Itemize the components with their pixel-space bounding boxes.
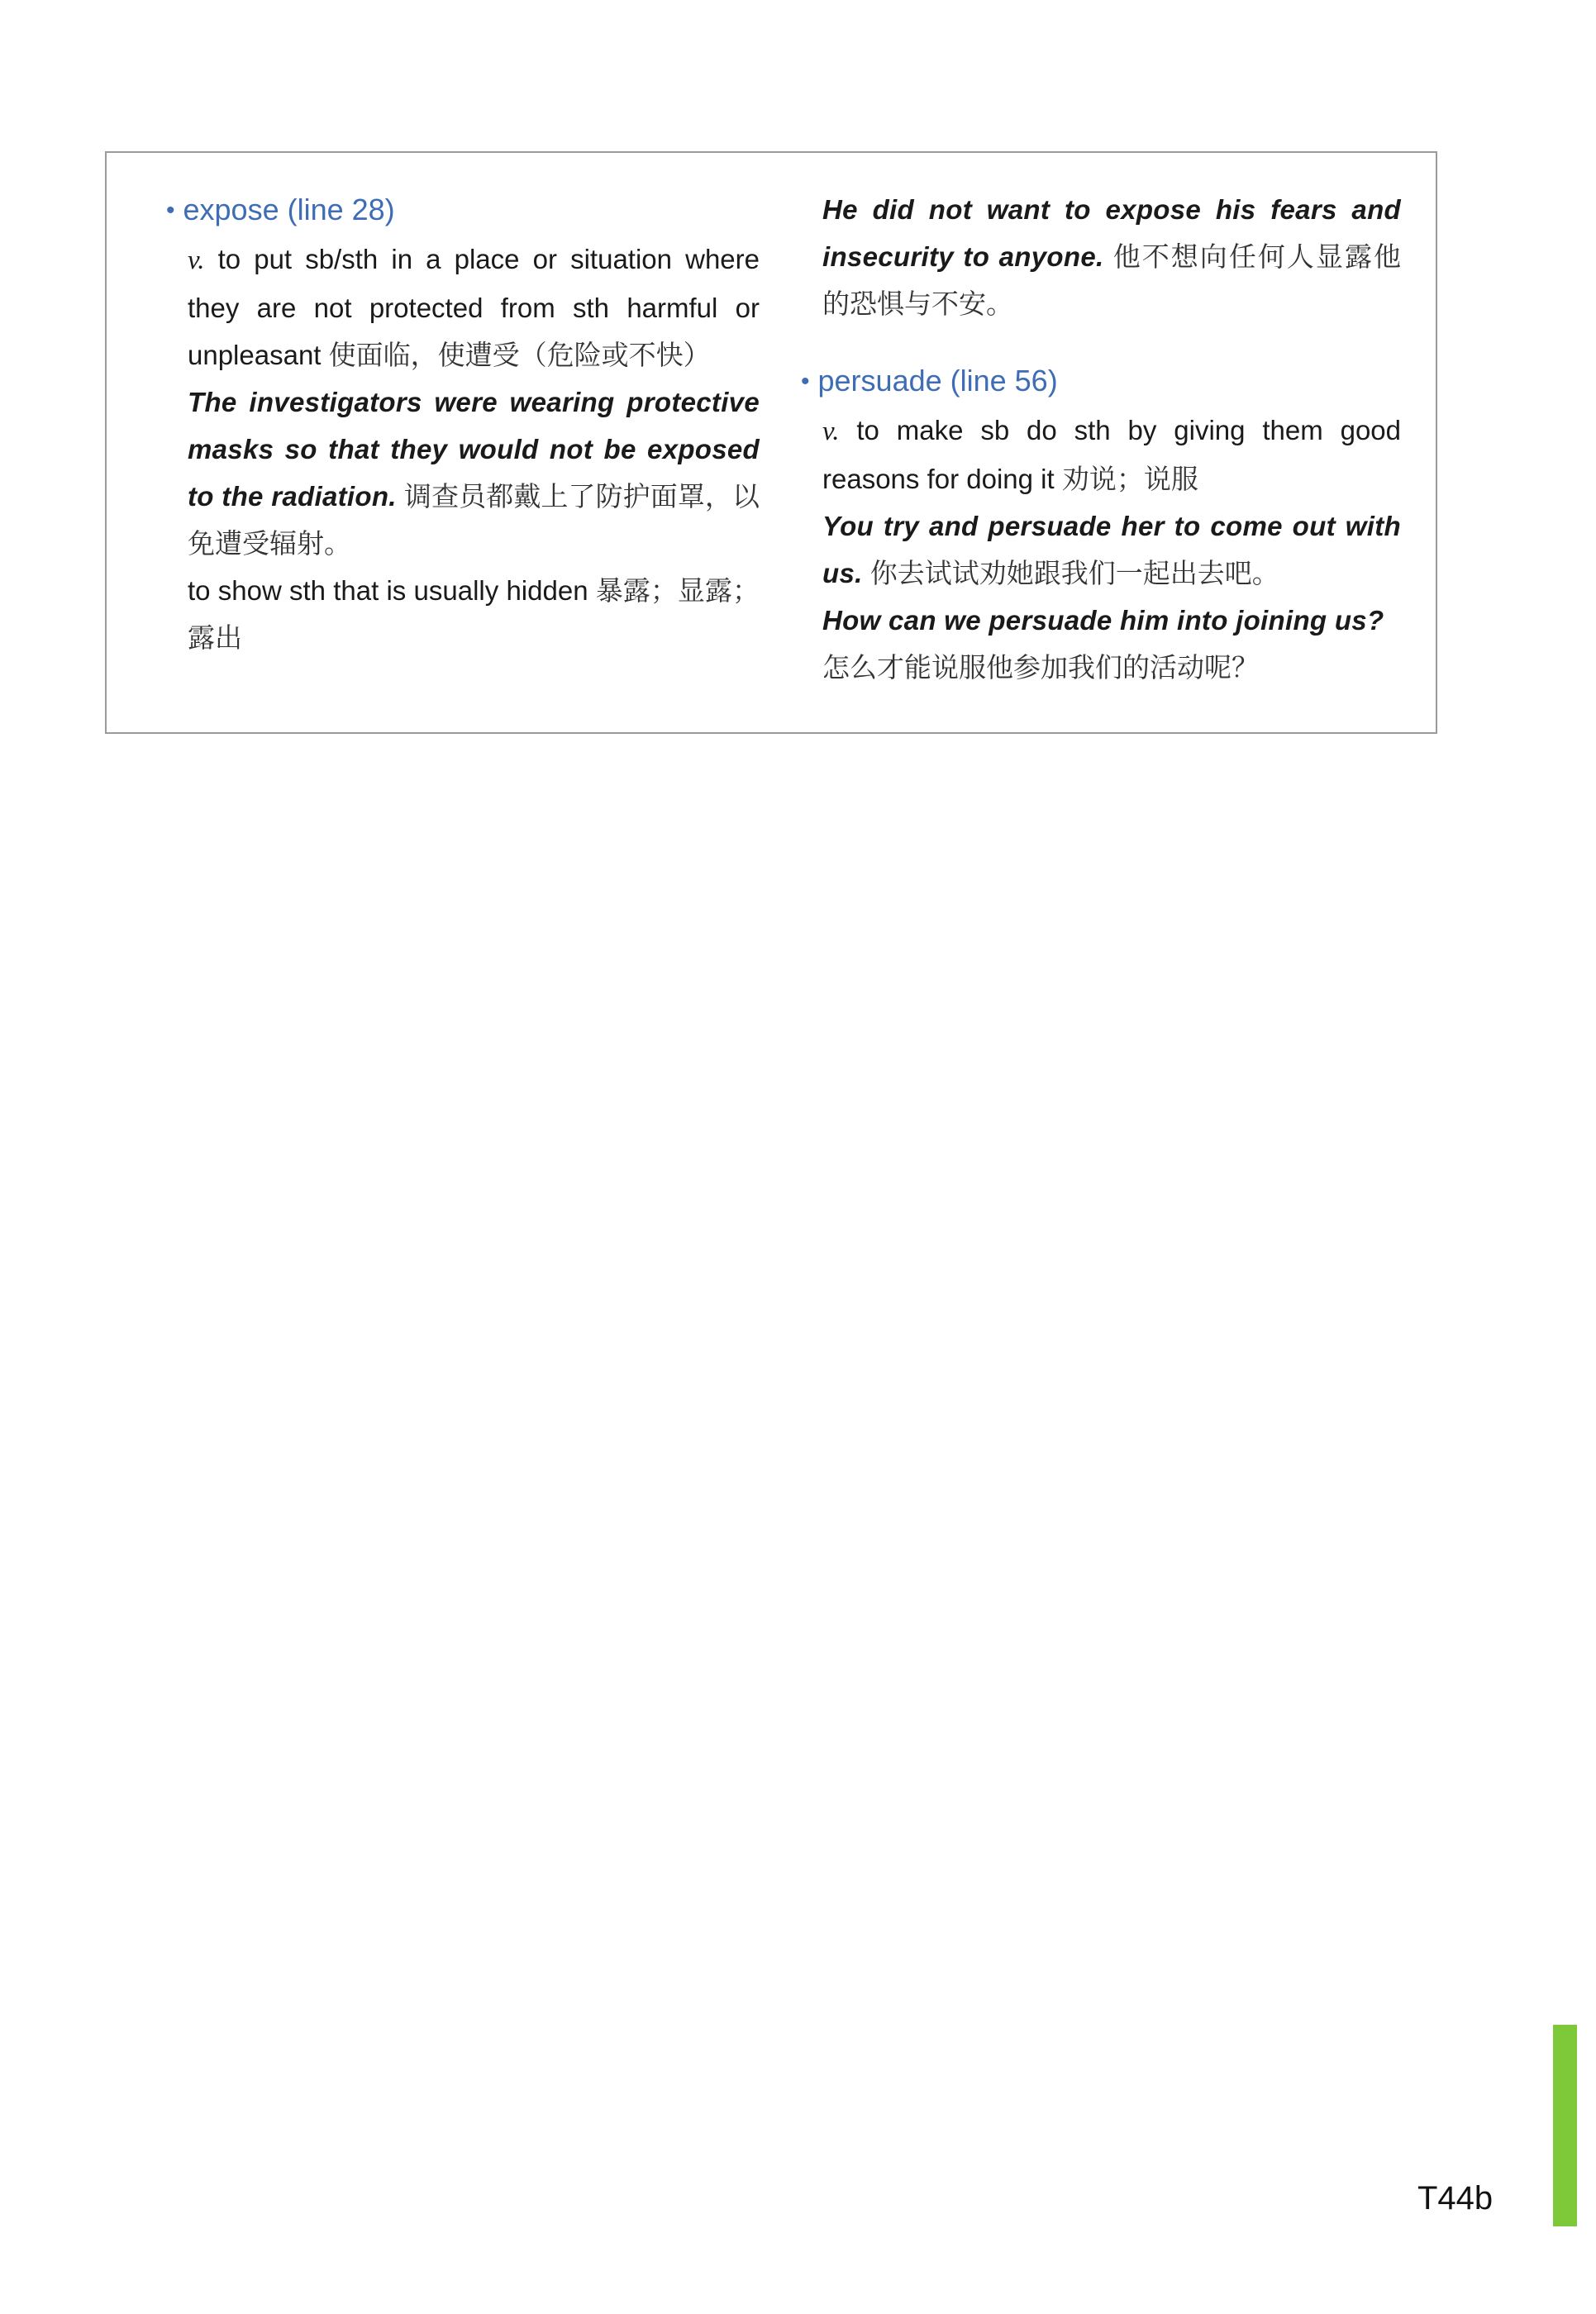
vocabulary-column-right: [801, 186, 1402, 691]
definition-translation: 暴露；显露；露出: [188, 574, 760, 654]
part-of-speech: v.: [188, 245, 205, 275]
example-2: [822, 597, 1401, 644]
example-translation: 他不想向任何人显露他的恐惧与不安。: [822, 240, 1402, 320]
example-sentence: The investigators were wearing protective masks so that they would not be exposed to the radiation.: [188, 387, 760, 512]
headword-label: expose (line 28): [183, 193, 395, 226]
example-translation: 怎么才能说服他参加我们的活动呢？: [822, 651, 1259, 683]
headword-label: persuade (line 56): [817, 364, 1058, 398]
page-number: T44b: [1417, 2180, 1494, 2216]
example-sentence: How can we persuade him into joining us?: [822, 605, 1384, 636]
definition-translation: 使面临，使遭受（危险或不快）: [328, 339, 711, 371]
definition-1: [822, 407, 1401, 502]
definition-text: to make sb do sth by giving them good reasons for doing it: [822, 415, 1402, 494]
chapter-tab-marker: [1553, 2025, 1577, 2226]
part-of-speech: v.: [822, 417, 840, 446]
headword-expose: [166, 186, 760, 236]
bullet-icon: •: [166, 197, 175, 224]
bullet-icon: •: [801, 368, 810, 395]
example-2-translation-line: [822, 644, 1401, 691]
entry-spacer: [822, 327, 1401, 357]
definition-text: to put sb/sth in a place or situation where they are not protected from sth harmful or unpleasant: [188, 244, 760, 370]
definition-1: [188, 236, 760, 379]
headword-persuade: [801, 357, 1401, 407]
vocab-entry-expose: [166, 186, 760, 661]
vocab-entry-persuade: [801, 357, 1402, 691]
definition-translation: 劝说；说服: [1061, 463, 1198, 495]
example-1: [188, 379, 760, 567]
example-1: [822, 502, 1401, 597]
example-sentence: You try and persuade her to come out with us.: [822, 511, 1401, 588]
example-2-expose: [822, 186, 1401, 327]
vocabulary-column-left: [166, 186, 760, 661]
definition-text: to show sth that is usually hidden: [188, 575, 588, 606]
example-sentence: He did not want to expose his fears and insecurity to anyone.: [822, 194, 1401, 272]
example-translation: 你去试试劝她跟我们一起出去吧。: [869, 557, 1279, 589]
definition-2: [188, 567, 760, 661]
vocabulary-box: [105, 151, 1437, 734]
example-translation: 调查员都戴上了防护面罩，以免遭受辐射。: [188, 480, 760, 559]
